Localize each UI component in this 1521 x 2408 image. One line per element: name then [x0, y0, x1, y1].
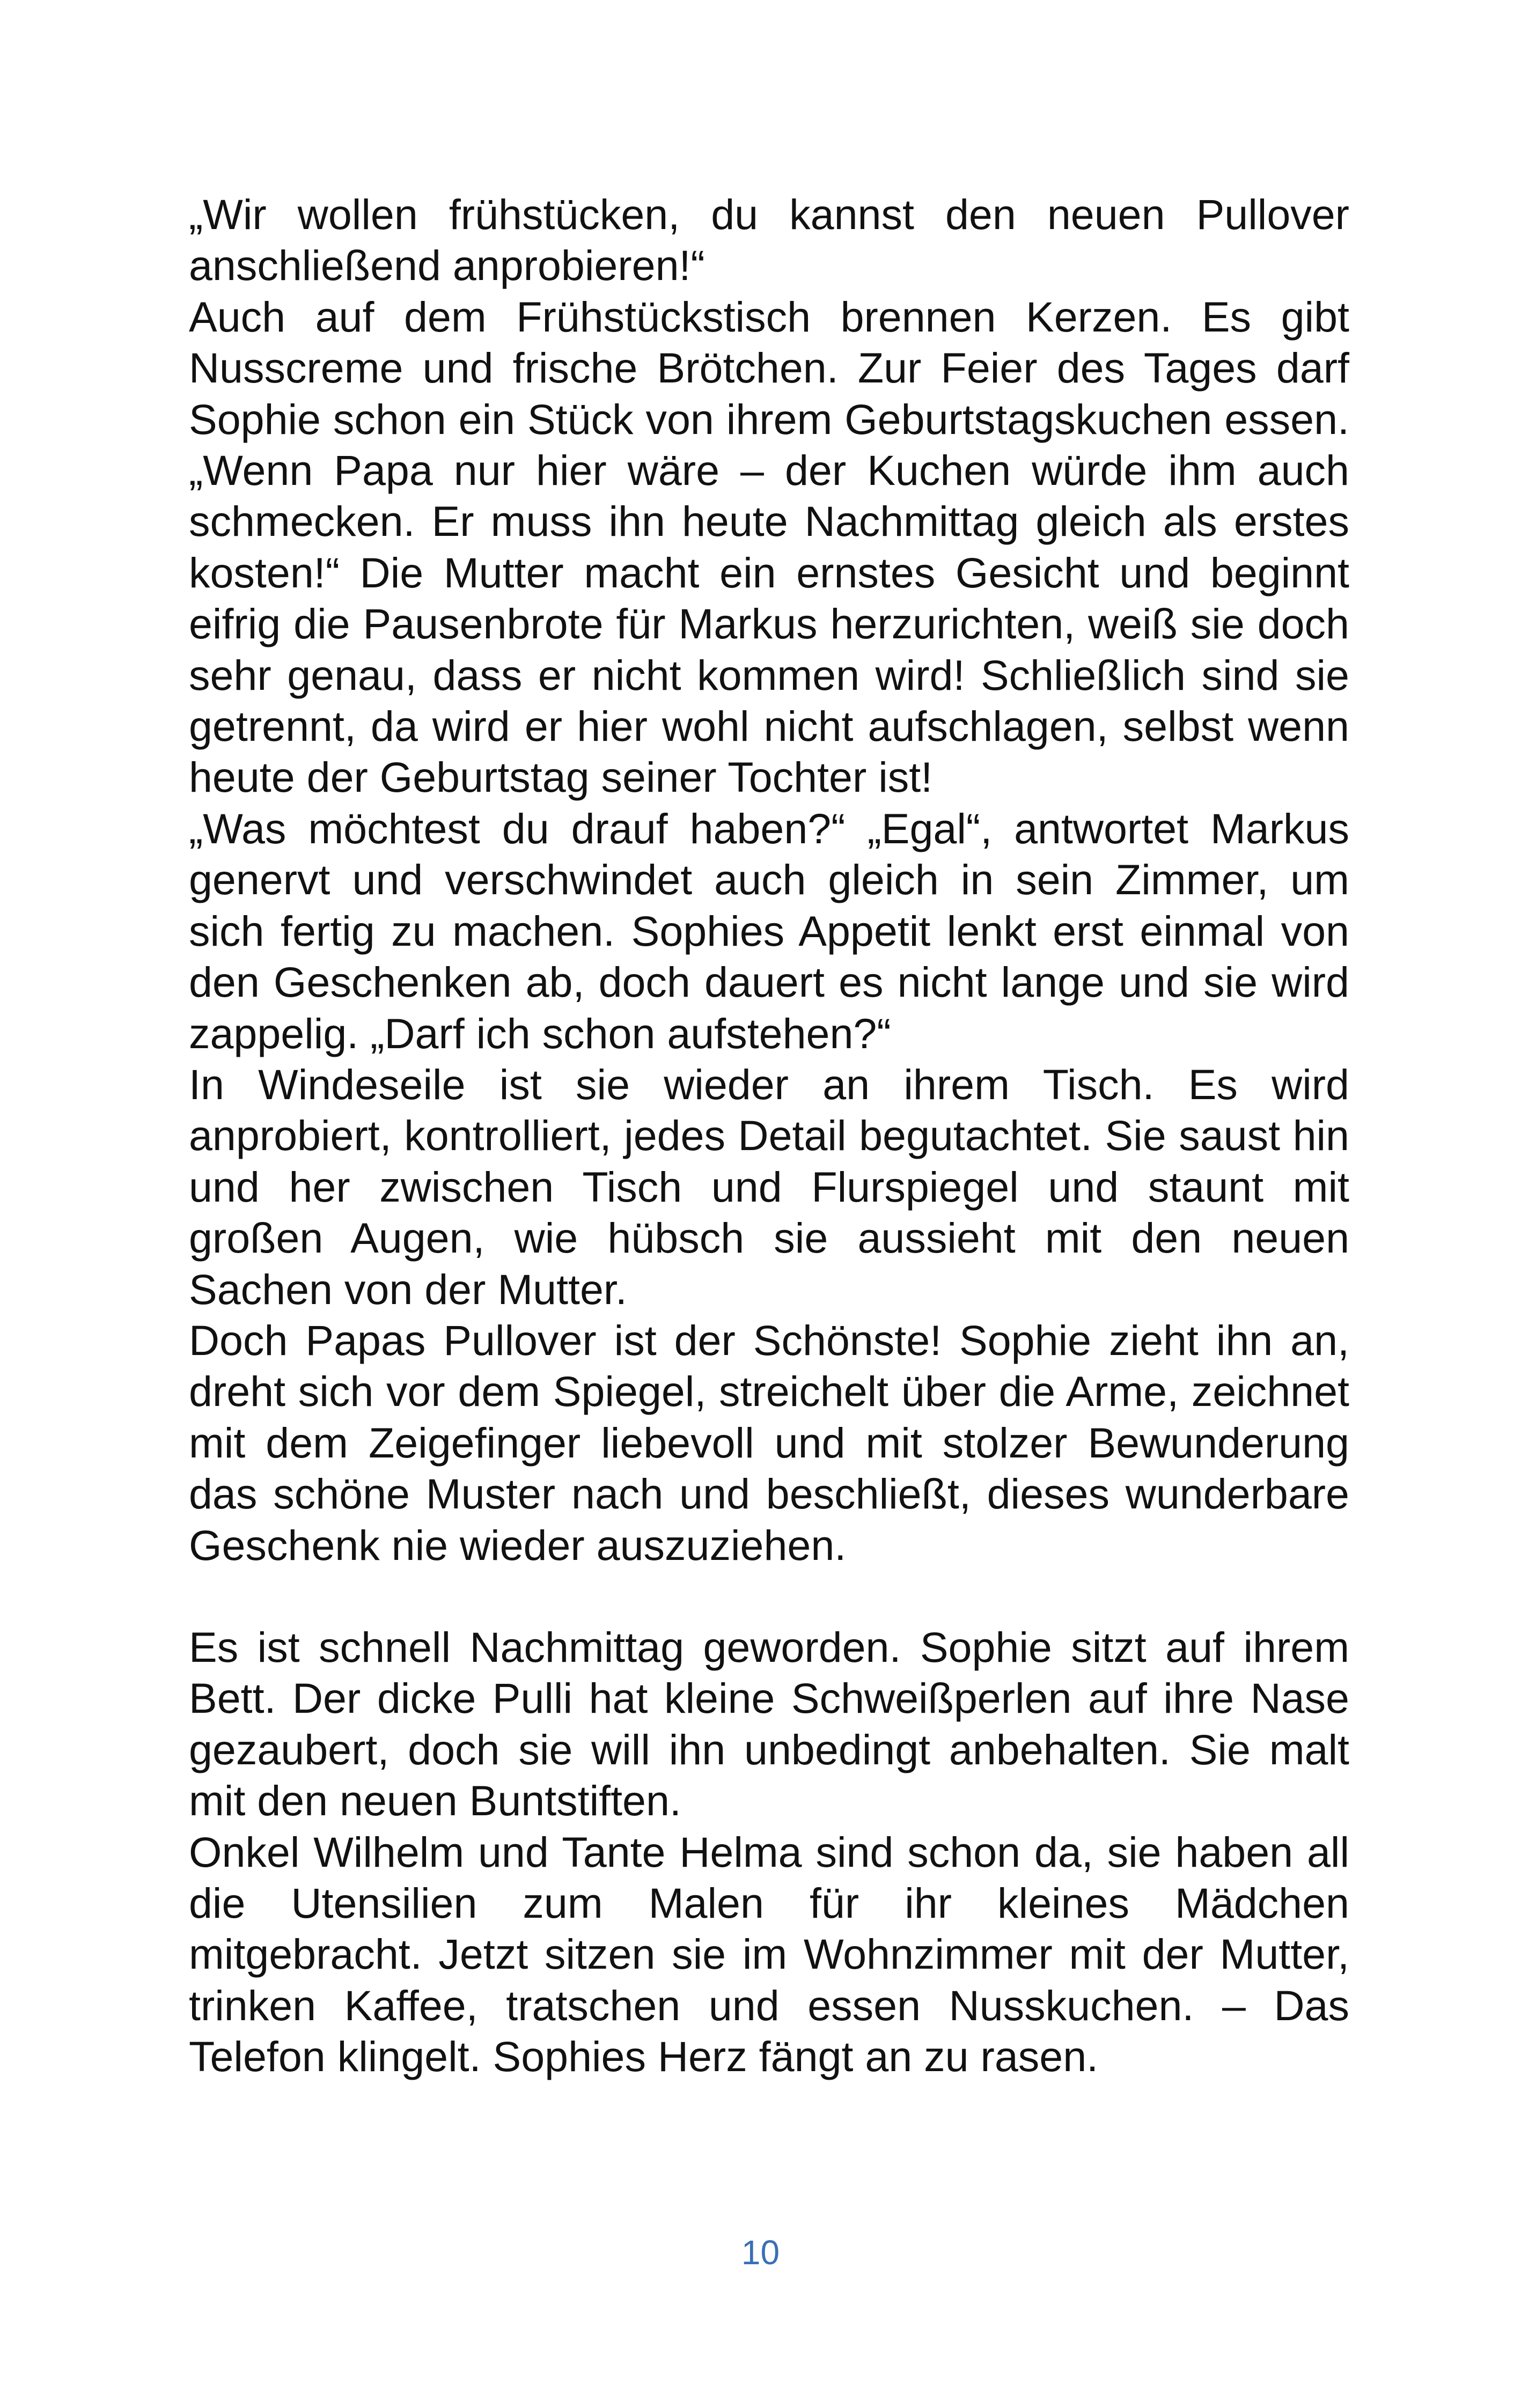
paragraph: „Was möchtest du drauf haben?“ „Egal“, antwortet Markus genervt und verschwindet auch gleich in sein Zimmer, um sich fertig zu machen. Sophies Appetit lenkt erst einmal von den Geschenken ab, doch dauert es nicht lange und sie wird zappelig. „Darf ich schon aufstehen?“ [189, 804, 1349, 1057]
paragraph: Doch Papas Pullover ist der Schönste! Sophie zieht ihn an, dreht sich vor dem Spiegel, streichelt über die Arme, zeichnet mit dem Zeigefinger liebevoll und mit stolzer Bewunderung das schöne Muster nach und beschließt, dieses wunderbare Geschenk nie wieder auszuziehen. [189, 1316, 1349, 1569]
page-number: 10 [741, 2233, 780, 2272]
paragraph: Onkel Wilhelm und Tante Helma sind schon da, sie haben all die Utensilien zum Malen für ihr kleines Mädchen mitgebracht. Jetzt sitzen sie im Wohnzimmer mit der Mutter, trinken Kaffee, tratschen und essen Nusskuchen. – Das Telefon klingelt. Sophies Herz fängt an zu rasen. [189, 1828, 1349, 2081]
paragraph: „Wir wollen frühstücken, du kannst den neuen Pullover anschließend anprobieren!“ [189, 190, 1349, 290]
body-text [189, 189, 1349, 2082]
paragraph: Es ist schnell Nachmittag geworden. Sophie sitzt auf ihrem Bett. Der dicke Pulli hat kleine Schweißperlen auf ihre Nase gezaubert, doch sie will ihn unbedingt anbehalten. Sie malt mit den neuen Buntstiften. [189, 1623, 1349, 1825]
paragraph: Auch auf dem Frühstückstisch brennen Kerzen. Es gibt Nusscreme und frische Brötchen. Zur Feier des Tages darf Sophie schon ein Stück von ihrem Geburtstagskuchen essen. „Wenn Papa nur hier wäre – der Kuchen würde ihm auch schmecken. Er muss ihn heute Nachmittag gleich als erstes kosten!“ Die Mutter macht ein ernstes Gesicht und beginnt eifrig die Pausenbrote für Markus herzurichten, weiß sie doch sehr genau, dass er nicht kommen wird! Schließlich sind sie getrennt, da wird er hier wohl nicht aufschlagen, selbst wenn heute der Geburtstag seiner Tochter ist! [189, 292, 1349, 801]
paragraph: In Windeseile ist sie wieder an ihrem Tisch. Es wird anprobiert, kontrolliert, jedes Detail begutachtet. Sie saust hin und her zwischen Tisch und Flurspiegel und staunt mit großen Augen, wie hübsch sie aussieht mit den neuen Sachen von der Mutter. [189, 1060, 1349, 1313]
